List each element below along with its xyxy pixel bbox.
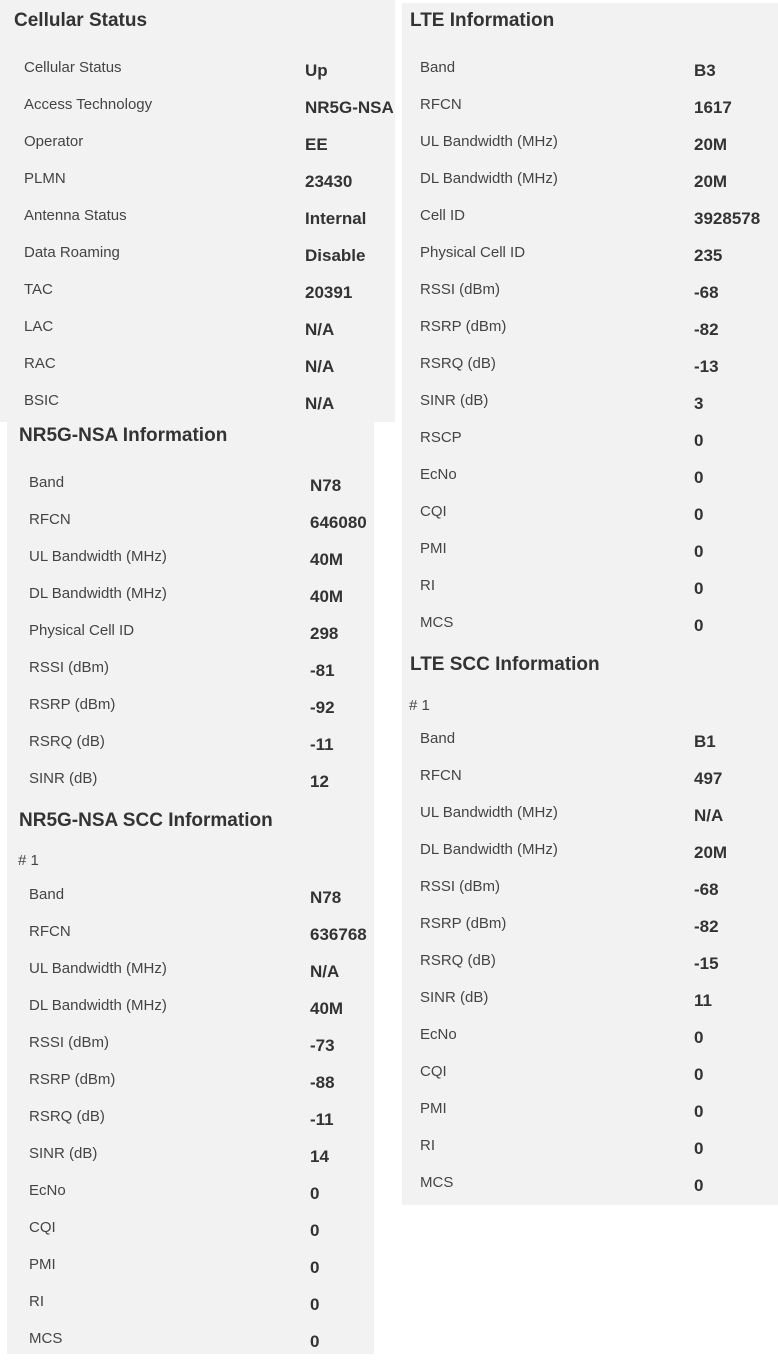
info-row-value: Disable [305,246,366,265]
info-row-value: 0 [694,505,704,524]
info-row-label: Data Roaming [24,244,120,261]
info-row-value: Up [305,61,328,80]
info-row-value: 0 [694,1028,704,1047]
info-row-value: -73 [310,1036,335,1055]
info-row-label: RI [420,577,435,594]
info-row-value: N/A [694,806,724,825]
info-row-label: RSSI (dBm) [420,281,501,298]
info-row-value: -82 [694,320,719,339]
nr5g-scc-index: # 1 [18,852,39,869]
info-row-value: 14 [310,1147,329,1166]
info-row-value: -11 [310,735,334,754]
info-row-label: Cellular Status [24,59,122,76]
info-row-label: Cell ID [420,207,466,224]
info-row-value: -88 [310,1073,335,1092]
info-row-label: PMI [420,1100,447,1117]
info-row-label: CQI [29,1219,56,1236]
info-row-value: 298 [310,624,339,643]
info-row-value: NR5G-NSA [305,98,394,117]
info-row-label: RSRQ (dB) [420,355,496,372]
info-row-value: 1617 [694,98,732,117]
info-row-label: Access Technology [24,96,153,113]
info-row-label: DL Bandwidth (MHz) [29,585,167,602]
info-row-label: UL Bandwidth (MHz) [420,804,558,821]
cellular-status-title: Cellular Status [14,10,148,31]
info-row-value: 0 [694,468,704,487]
info-row-label: UL Bandwidth (MHz) [420,133,558,150]
lte-scc-information-title: LTE SCC Information [410,654,600,675]
info-row-value: N/A [305,394,335,413]
info-row-value: 20M [694,135,728,154]
info-row-value: B1 [694,732,716,751]
info-row-value: 0 [694,579,704,598]
info-row-label: EcNo [29,1182,66,1199]
info-row-label: Band [29,886,65,903]
info-row-value: 40M [310,550,344,569]
info-row-value: N/A [310,962,340,981]
info-row-value: 0 [694,1102,704,1121]
info-row-label: MCS [420,1174,454,1191]
info-row-value: 636768 [310,925,367,944]
info-row-value: 20M [694,843,728,862]
info-row-label: SINR (dB) [29,770,98,787]
info-row-label: RAC [24,355,56,372]
info-row-label: LAC [24,318,54,335]
info-row-label: PMI [420,540,447,557]
info-row-label: RSRP (dBm) [29,1071,116,1088]
info-row-value: 0 [694,1065,704,1084]
info-row-label: RSRQ (dB) [420,952,496,969]
info-row-label: Antenna Status [24,207,127,224]
nr5g-scc-information-title: NR5G-NSA SCC Information [19,810,273,831]
info-row-label: RFCN [420,96,462,113]
info-row-label: RSSI (dBm) [29,659,110,676]
info-row-label: RSRP (dBm) [420,915,507,932]
info-row-label: DL Bandwidth (MHz) [420,170,558,187]
info-row-label: RI [29,1293,44,1310]
info-row-label: SINR (dB) [29,1145,98,1162]
info-row-value: Internal [305,209,367,228]
info-row-label: Band [420,730,456,747]
info-row-value: B3 [694,61,716,80]
info-row-label: DL Bandwidth (MHz) [420,841,558,858]
info-row-label: Operator [24,133,84,150]
info-row-label: RFCN [29,511,71,528]
info-row-label: BSIC [24,392,60,409]
info-row-value: -82 [694,917,719,936]
info-row-value: 3928578 [694,209,761,228]
info-row-label: RSCP [420,429,462,446]
info-row-label: Physical Cell ID [420,244,526,261]
info-row-value: -13 [694,357,719,376]
info-row-value: 0 [310,1258,320,1277]
info-row-label: DL Bandwidth (MHz) [29,997,167,1014]
info-row-label: RI [420,1137,435,1154]
info-row-value: -92 [310,698,335,717]
info-row-value: EE [305,135,328,154]
info-row-value: 40M [310,587,344,606]
info-row-value: 0 [694,616,704,635]
info-row-value: 20M [694,172,728,191]
info-row-value: 0 [310,1221,320,1240]
info-row-label: RSRQ (dB) [29,733,105,750]
info-row-value: 235 [694,246,723,265]
info-row-label: TAC [24,281,53,298]
info-row-value: N/A [305,320,335,339]
lte-information-title: LTE Information [410,10,555,31]
info-row-value: 12 [310,772,329,791]
info-row-value: -68 [694,880,719,899]
nr5g-information-title: NR5G-NSA Information [19,425,228,446]
info-row-value: 3 [694,394,704,413]
info-row-label: Band [29,474,65,491]
info-row-label: CQI [420,503,447,520]
info-row-label: MCS [420,614,454,631]
info-row-label: RSRQ (dB) [29,1108,105,1125]
info-row-label: PLMN [24,170,66,187]
info-row-value: 0 [694,1176,704,1195]
info-row-value: 0 [310,1332,320,1351]
info-row-label: RFCN [29,923,71,940]
info-row-value: -81 [310,661,335,680]
info-row-label: PMI [29,1256,56,1273]
info-row-value: 40M [310,999,344,1018]
info-row-value: N78 [310,888,342,907]
info-row-value: -11 [310,1110,334,1129]
info-row-value: 497 [694,769,723,788]
info-row-value: 0 [694,431,704,450]
info-row-value: N/A [305,357,335,376]
info-row-value: N78 [310,476,342,495]
info-row-value: 0 [310,1295,320,1314]
info-row-label: RFCN [420,767,462,784]
info-row-label: MCS [29,1330,63,1347]
info-row-value: 0 [694,1139,704,1158]
info-row-label: RSSI (dBm) [420,878,501,895]
info-row-value: 646080 [310,513,367,532]
info-row-label: RSSI (dBm) [29,1034,110,1051]
info-row-value: 0 [694,542,704,561]
info-row-label: EcNo [420,1026,457,1043]
info-row-label: UL Bandwidth (MHz) [29,960,167,977]
info-row-label: RSRP (dBm) [29,696,116,713]
info-row-label: Band [420,59,456,76]
info-row-value: -68 [694,283,719,302]
info-row-value: 11 [694,991,712,1010]
info-row-label: RSRP (dBm) [420,318,507,335]
info-row-value: -15 [694,954,719,973]
info-row-value: 23430 [305,172,353,191]
info-row-value: 20391 [305,283,353,302]
info-row-label: SINR (dB) [420,392,489,409]
info-row-value: 0 [310,1184,320,1203]
info-row-label: CQI [420,1063,447,1080]
info-row-label: SINR (dB) [420,989,489,1006]
info-row-label: UL Bandwidth (MHz) [29,548,167,565]
lte-scc-index: # 1 [409,697,430,714]
info-row-label: Physical Cell ID [29,622,135,639]
info-row-label: EcNo [420,466,457,483]
